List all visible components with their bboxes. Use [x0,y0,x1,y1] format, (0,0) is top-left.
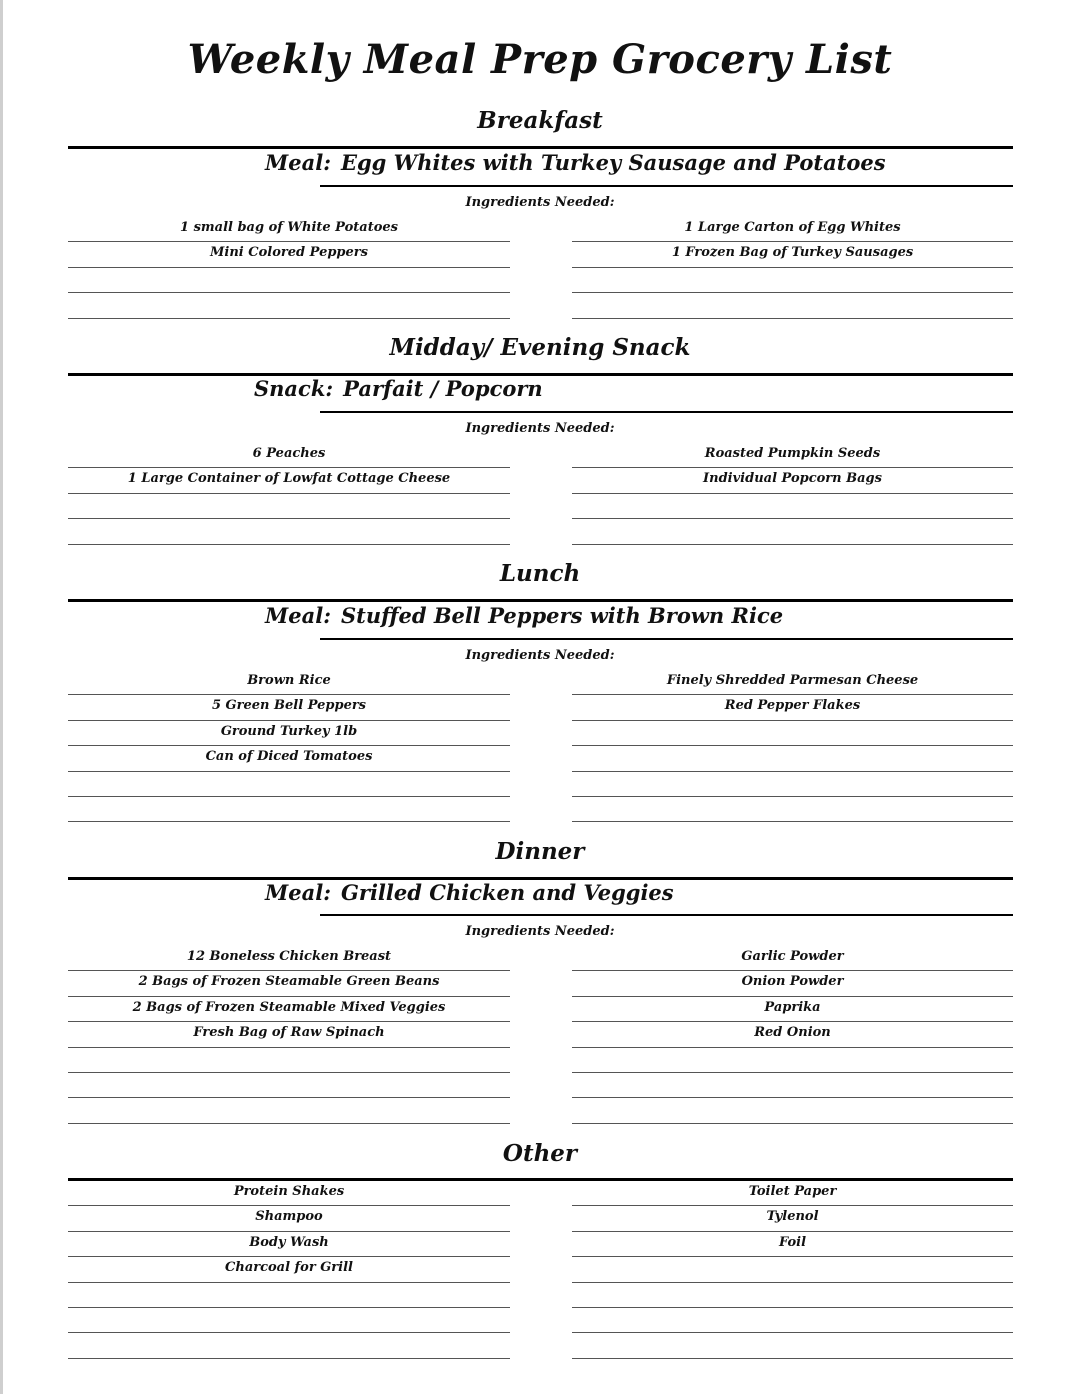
breakfast-right-item: 1 Frozen Bag of Turkey Sausages [572,242,1013,267]
breakfast-meal-label: Meal: [265,150,331,175]
lunch-meal-name: Stuffed Bell Peppers with Brown Rice [340,603,784,628]
page-title: Weekly Meal Prep Grocery List [187,36,893,83]
snack-right-item [572,494,1013,519]
dinner-left-item [68,1098,510,1123]
dinner-ingredients-heading: Ingredients Needed: [465,924,615,939]
dinner-meal-label: Meal: [265,880,331,905]
other-left-item: Protein Shakes [68,1181,510,1206]
other-left-item: Shampoo [68,1206,510,1231]
other-left-item: Charcoal for Grill [68,1257,510,1282]
other-left-item [68,1283,510,1308]
dinner-left-item [68,1048,510,1073]
snack-heading: Midday/ Evening Snack [389,334,691,361]
dinner-left-item [68,1073,510,1098]
other-heading: Other [502,1140,578,1167]
lunch-left-item: Ground Turkey 1lb [68,721,510,746]
dinner-right-item [572,1048,1013,1073]
dinner-heading: Dinner [495,838,585,865]
dinner-left-item: 2 Bags of Frozen Steamable Mixed Veggies [68,997,510,1022]
breakfast-meal-underline [320,185,1013,187]
other-right-item [572,1308,1013,1333]
snack-ingredients-heading: Ingredients Needed: [465,421,615,436]
other-right-item [572,1257,1013,1282]
breakfast-ingredients-heading: Ingredients Needed: [465,195,615,210]
breakfast-right-item [572,293,1013,318]
snack-left-item: 6 Peaches [68,443,510,468]
breakfast-right-item: 1 Large Carton of Egg Whites [572,217,1013,242]
lunch-divider [68,599,1013,602]
snack-meal-underline [320,411,1013,413]
other-right-item: Tylenol [572,1206,1013,1231]
lunch-meal [265,603,783,628]
dinner-right-item: Red Onion [572,1022,1013,1047]
dinner-left-item: 12 Boneless Chicken Breast [68,946,510,971]
breakfast-left-item [68,268,510,293]
other-right-item [572,1333,1013,1358]
snack-left-item [68,494,510,519]
dinner-meal-underline [320,914,1013,916]
lunch-heading: Lunch [499,560,581,587]
lunch-meal-label: Meal: [265,603,331,628]
lunch-right-item [572,797,1013,822]
breakfast-left-item: 1 small bag of White Potatoes [68,217,510,242]
other-right-item: Foil [572,1232,1013,1257]
snack-right-item: Roasted Pumpkin Seeds [572,443,1013,468]
other-left-item [68,1333,510,1358]
lunch-left-item [68,772,510,797]
breakfast-left-item [68,293,510,318]
lunch-right-item: Red Pepper Flakes [572,695,1013,720]
breakfast-heading: Breakfast [477,107,603,134]
snack-right-item [572,519,1013,544]
lunch-left-item: Brown Rice [68,670,510,695]
snack-meal-label: Snack: [254,376,334,401]
lunch-right-item: Finely Shredded Parmesan Cheese [572,670,1013,695]
lunch-meal-underline [320,638,1013,640]
lunch-left-item: 5 Green Bell Peppers [68,695,510,720]
snack-meal-name: Parfait / Popcorn [343,376,543,401]
snack-meal [254,376,543,401]
breakfast-left-item: Mini Colored Peppers [68,242,510,267]
dinner-right-item [572,1073,1013,1098]
lunch-left-item: Can of Diced Tomatoes [68,746,510,771]
snack-right-item: Individual Popcorn Bags [572,468,1013,493]
dinner-right-item [572,1098,1013,1123]
lunch-left-item [68,797,510,822]
breakfast-meal-name: Egg Whites with Turkey Sausage and Potatoes [340,150,886,175]
other-left-item: Body Wash [68,1232,510,1257]
dinner-meal-name: Grilled Chicken and Veggies [340,880,674,905]
lunch-ingredients-heading: Ingredients Needed: [465,648,615,663]
snack-left-item [68,519,510,544]
dinner-right-item: Paprika [572,997,1013,1022]
dinner-right-item: Onion Powder [572,971,1013,996]
lunch-right-item [572,772,1013,797]
other-right-item [572,1283,1013,1308]
breakfast-meal [265,150,886,175]
breakfast-divider [68,146,1013,149]
breakfast-right-item [572,268,1013,293]
dinner-meal [265,880,674,905]
other-right-item: Toilet Paper [572,1181,1013,1206]
other-left-item [68,1308,510,1333]
lunch-right-item [572,721,1013,746]
dinner-right-item: Garlic Powder [572,946,1013,971]
dinner-left-item: Fresh Bag of Raw Spinach [68,1022,510,1047]
snack-left-item: 1 Large Container of Lowfat Cottage Cheese [68,468,510,493]
lunch-right-item [572,746,1013,771]
dinner-left-item: 2 Bags of Frozen Steamable Green Beans [68,971,510,996]
